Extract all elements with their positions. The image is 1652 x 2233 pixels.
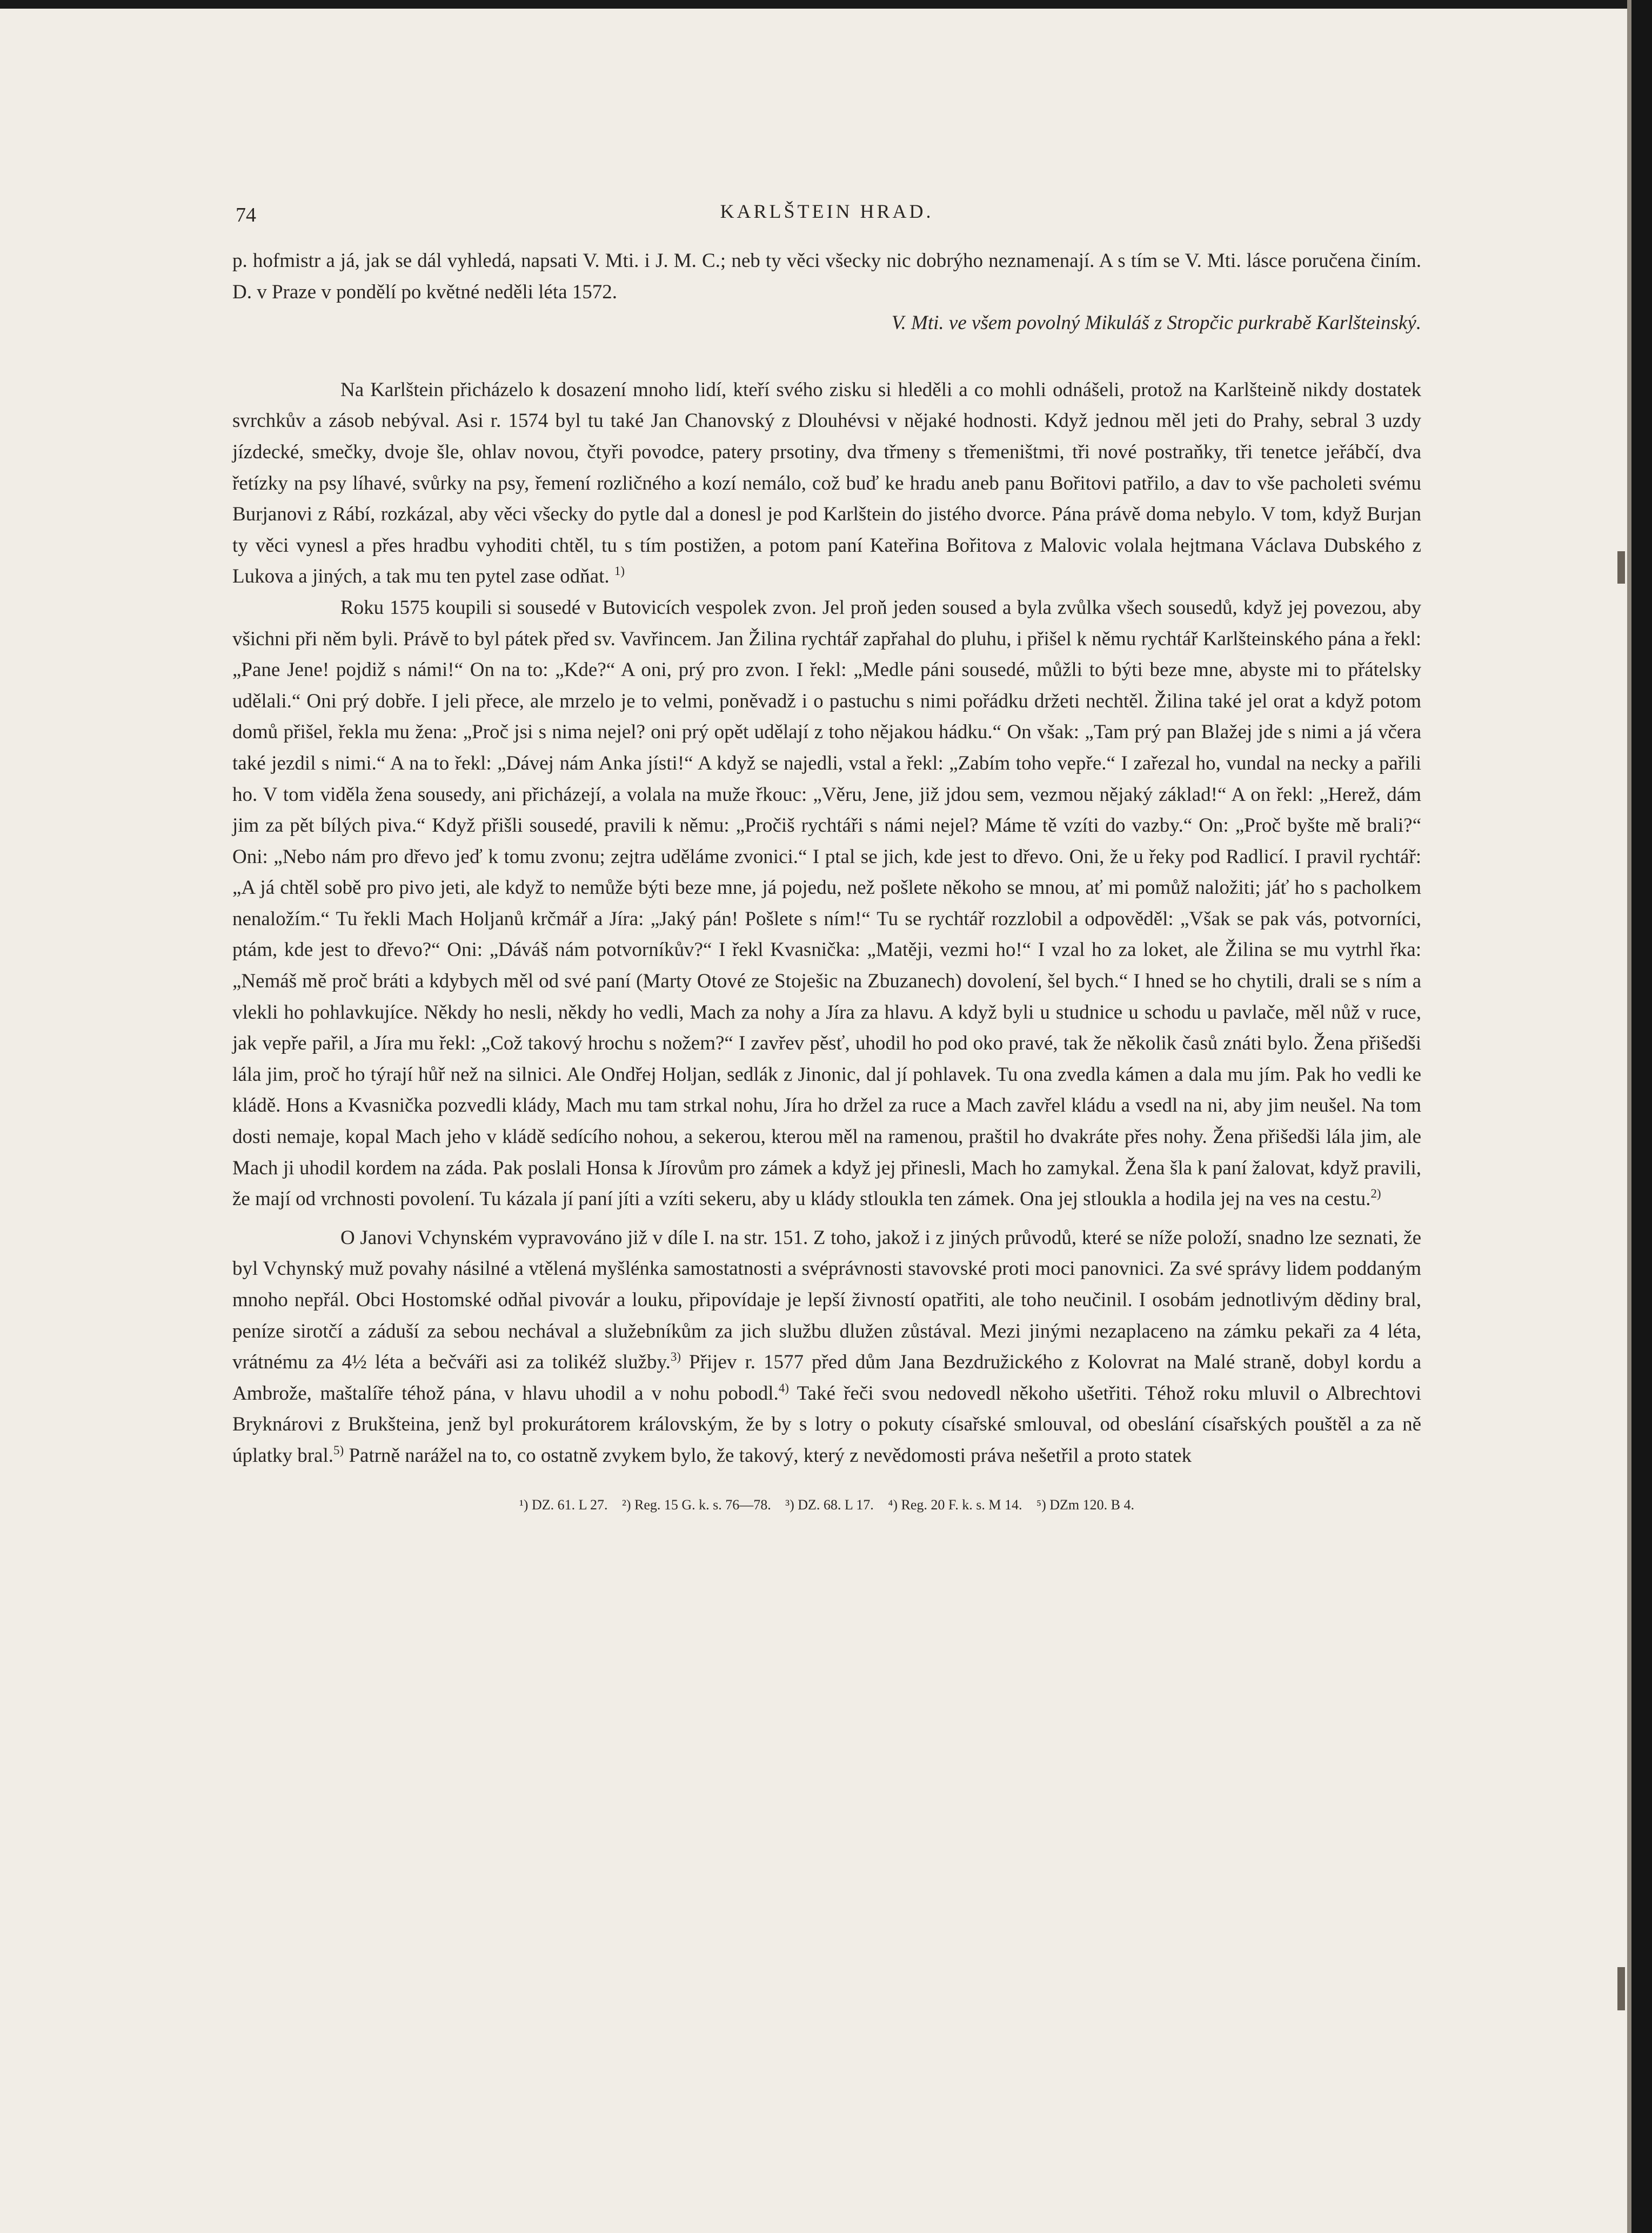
scan-edge-mark: [1617, 1967, 1625, 2010]
scan-border-top: [0, 0, 1652, 9]
footnote: ⁵) DZm 120. B 4.: [1036, 1496, 1134, 1513]
paragraph-text: O Janovi Vchynském vypravováno již v díle I. na str. 151. Z toho, jakož i z jiných průvodů, které se níže položí, snadno lze seznati, že byl Vchynský muž povahy násilné a vtělená myšlénka samostatnosti a svéprávnosti stavovské proti moci panovnici. Za své správy lidem poddaným mnoho nepřál. Obci Hostomské odňal pivovár a louku, připovídaje je lepší živností opatřiti, ale toho neučinil. I osobám jednotlivým dědiny bral, peníze sirotčí a záduší za sebou nechával a služebníkům za jich službu dlužen zůstával. Mezi jinými nezaplaceno na zámku pekaři za 4 léta, vrátnému za 4½ léta a bečváři asi za tolikéž služby.: [232, 1226, 1421, 1374]
footnote-ref: 2): [1370, 1187, 1381, 1201]
footnote-ref: 3): [670, 1350, 681, 1364]
paragraph: [232, 1222, 1421, 1472]
footnote: ⁴) Reg. 20 F. k. s. M 14.: [888, 1496, 1022, 1513]
paragraph: [232, 375, 1421, 592]
scan-edge-mark: [1617, 551, 1625, 584]
letter-signature: V. Mti. ve všem povolný Mikuláš z Stropčic purkrabě Karlšteinský.: [891, 312, 1421, 335]
scan-border-right: [1631, 0, 1652, 2233]
page-number: 74: [236, 204, 256, 226]
running-head: [232, 200, 1421, 238]
footnote: ²) Reg. 15 G. k. s. 76—78.: [622, 1496, 771, 1513]
letter-end-paragraph: p. hofmistr a já, jak se dál vyhledá, napsati V. Mti. i J. M. C.; neb ty věci všecky nic dobrýho neznamenají. A s tím se V. Mti. lásce poručena činím. D. v Praze v pondělí po květné neděli léta 1572.: [232, 250, 1421, 303]
scan-page-edge: [1627, 0, 1631, 2233]
book-page: [232, 200, 1421, 1515]
footnote-ref: 5): [333, 1443, 344, 1457]
paragraph-text: Přijev r. 1577 před dům Jana Bezdružického z Kolovrat na Malé straně, dobyl kordu a Ambrože, maštalíře téhož pána, v hlavu uhodil a v nohu pobodl.: [232, 1351, 1421, 1405]
footnote-ref: 4): [778, 1381, 789, 1395]
running-title: KARLŠTEIN HRAD.: [720, 200, 934, 222]
footnote: ³) DZ. 68. L 17.: [785, 1496, 874, 1513]
paragraph-text: Roku 1575 koupili si sousedé v Butovicích vespolek zvon. Jel proň jeden soused a byla zvůlka všech sousedů, když jej povezou, aby všichni při něm byli. Právě to byl pátek před sv. Vavřincem. Jan Žilina rychtář zapřahal do pluhu, i přišel k němu rychtář Karlšteinského pána a řekl: „Pane Jene! pojdiž s námi!“ On na to: „Kde?“ A oni, prý pro zvon. I řekl: „Medle páni sousedé, můžli to býti beze mne, abyste mi to přátelsky udělali.“ Oni prý dobře. I jeli přece, ale mrzelo je to velmi, poněvadž i o pastuchu s nimi pořádku držeti nechtěl. Žilina také jel orat a když potom domů přišel, řekla mu žena: „Proč jsi s nima nejel? oni prý opět udělají z toho nějakou hádku.“ On však: „Tam prý pan Blažej jde s nimi a já včera také jezdil s nimi.“ A na to řekl: „Dávej nám Anka jísti!“ A když se najedli, vstal a řekl: „Zabím toho vepře.“ I zařezal ho, vundal na necky a pařili ho. V tom viděla žena sousedy, ani přicházejí, a volala na muže řkouc: „Věru, Jene, již jdou sem, vezmou nějaký základ!“ A on řekl: „Herež, dám jim za pět bílých piva.“ Když přišli sousedé, pravili k němu: „Pročiš rychtáři s námi nejel? Máme tě vzíti do vazby.“ On: „Proč byšte mě brali?“ Oni: „Nebo nám pro dřevo jeď k tomu zvonu; zejtra uděláme zvonici.“ I ptal se jich, kde jest to dřevo. Oni, že u řeky pod Radlicí. I pravil rychtář: „A já chtěl sobě pro pivo jeti, ale když to nemůže býti beze mne, já pojedu, než pošlete někoho se mnou, ať mi pomůž naložiti; jáť ho s pacholkem nenaložím.“ Tu řekli Mach Holjanů krčmář a Jíra: „Jaký pán! Pošlete s ním!“ Tu se rychtář rozzlobil a odpověděl: „Však se pak vás, potvorníci, ptám, kde jest to dřevo?“ Oni: „Dáváš nám potvorníkův?“ I řekl Kvasnička: „Matěji, vezmi ho!“ I vzal ho za loket, ale Žilina se mu vytrhl řka: „Nemáš mě proč bráti a kdybych měl od své paní (Marty Otové ze Stoješic na Zbuzanech) dovolení, šel bych.“ I hned se ho chytili, drali se s ním a vlekli ho pohlavkujíce. Někdy ho nesli, někdy ho vedli, Mach za nohy a Jíra za hlavu. A když byli u studnice u schodu u pavlače, měl nůž v ruce, jak vepře pařil, a Jíra mu řekl: „Což takový hrochu s nožem?“ I zavřev pěsť, uhodil ho pod oko pravé, tak že několik časů znáti bylo. Žena přišedši lála jim, proč ho týrají hůř než na silnici. Ale Ondřej Holjan, sedlák z Jinonic, dal jí pohlavek. Tu ona zvedla kámen a dala mu jím. Pak ho vedli ke kládě. Hons a Kvasnička pozvedli klády, Mach mu tam strkal nohu, Jíra ho držel za ruce a Mach zavřel kládu a vsedl na ni, aby jim neušel. Na tom dosti nemaje, kopal Mach jeho v kládě sedícího nohou, a sekerou, kterou měl na ramenou, praštil ho dvakráte přes nohy. Žena přišedši lála jim, ale Mach ji uhodil kordem na záda. Pak poslali Honsa k Jírovům pro zámek a když jej přinesli, Mach ho zamykal. Žena šla k paní žalovat, když pravili, že mají od vrchnosti povolení. Tu kázala jí paní jíti a vzíti sekeru, aby u klády stloukla ten zámek. Ona jej stloukla a hodila jej na ves na cestu.: [232, 596, 1421, 1211]
paragraph-text: Na Karlštein přicházelo k dosazení mnoho lidí, kteří svého zisku si hleděli a co mohli odnášeli, protož na Karlšteině nikdy dostatek svrchkův a zásob nebýval. Asi r. 1574 byl tu také Jan Chanovský z Dlouhévsi v nějaké hodnosti. Když jednou měl jeti do Prahy, sebral 3 uzdy jízdecké, smečky, dvoje šle, ohlav novou, čtyři povodce, patery prsotiny, dva třmeny s třemeništmi, tři nové postraňky, tři tenetce jeřábčí, dva řetízky na psy líhavé, svůrky na psy, řemení rozličného a kozí nemálo, což buď ke hradu aneb panu Bořitovi patřilo, a dav to vše pacholeti svému Burjanovi z Rábí, rozkázal, aby věci všecky do pytle dal a donesl je pod Karlštein do jistého dvorce. Pána právě doma nebylo. V tom, když Burjan ty věci vynesl a přes hradbu vyhoditi chtěl, tu s tím postižen, a potom paní Kateřina Bořitova z Malovic volala hejtmana Václava Dubského z Lukova a jiných, a tak mu ten pytel zase odňat.: [232, 378, 1421, 588]
paragraph-text: Také řeči svou nedovedl někoho ušetřiti. Téhož roku mluvil o Albrechtovi Bryknárovi z Brukšteina, jenž byl prokurátorem královským, že by s lotry o pokuty císařské smlouval, od obeslání císařských pouštěl a za ně úplatky bral.: [232, 1382, 1421, 1467]
footnote: ¹) DZ. 61. L 27.: [519, 1496, 608, 1513]
footnote-ref: 1): [614, 564, 625, 578]
paragraph-text: Patrně narážel na to, co ostatně zvykem bylo, že takový, který z nevědomosti práva nešetřil a proto statek: [344, 1444, 1192, 1467]
footnotes: [232, 1495, 1421, 1515]
paragraph: [232, 592, 1421, 1215]
